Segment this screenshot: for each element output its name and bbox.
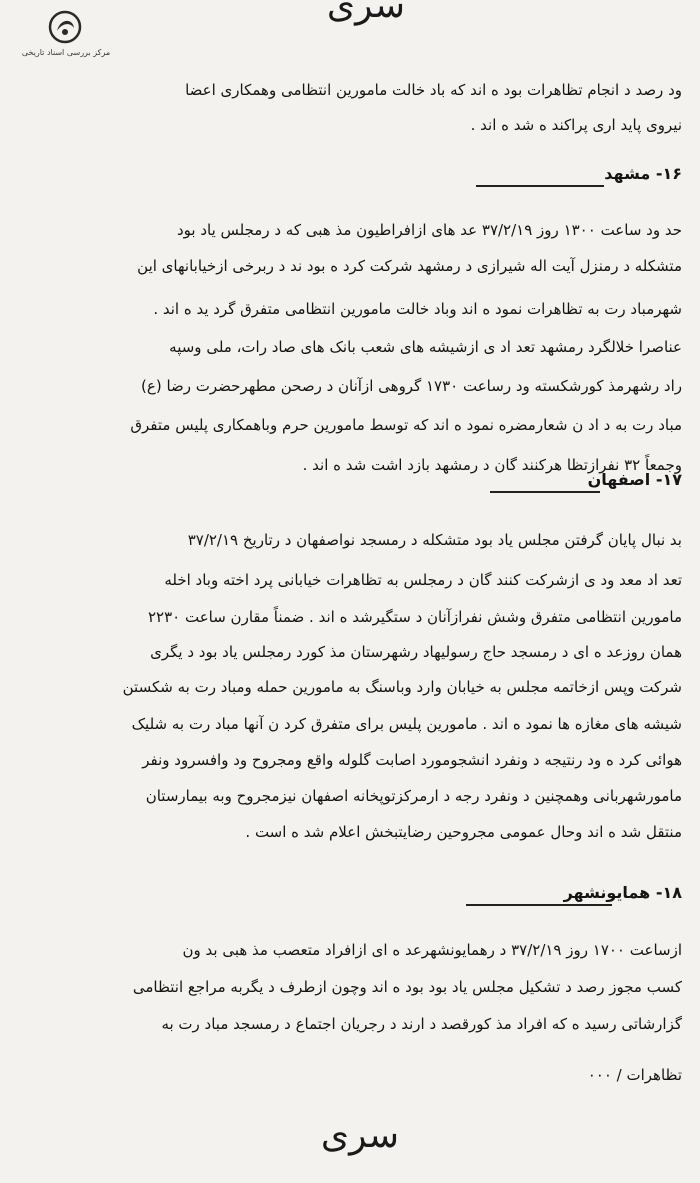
classification-stamp-bottom: سری [320, 1115, 400, 1156]
paragraph-line: ازساعت ۱۷۰۰ روز ۳۷/۲/۱۹ د رهمایونشهرعد ه ای ازافراد متعصب مذ هبی بد ون [182, 941, 682, 959]
paragraph-line: راد رشهرمذ کورشکسته ود رساعت ۱۷۳۰ گروهی ازآنان د رصحن مطهرحضرت رضا (ع) [141, 377, 682, 395]
paragraph-line: نیروی پاید اری پراکند ه شد ه اند . [470, 116, 682, 134]
paragraph-line: مامورشهربانی وهمچنین د ونفرد رجه د ارمرکزتوپخانه اصفهان نیزمجروح وبه بیمارستان [145, 787, 682, 805]
classification-stamp-top: سری [326, 0, 406, 26]
paragraph-line: مامورین انتظامی متفرق وشش نفرازآنان د ستگیرشد ه اند . ضمناً مقارن ساعت ۲۲۳۰ [147, 608, 682, 626]
paragraph-line: عناصرا خلالگرد رمشهد تعد اد ی ازشیشه های شعب بانک های صاد رات، ملی وسپه [169, 338, 682, 356]
paragraph-line: مباد رت به د اد ن شعارمضره نمود ه اند که توسط مامورین حرم وباهمکاری پلیس متفرق [130, 416, 682, 434]
section-heading-mashhad: ۱۶- مشهد [604, 164, 682, 183]
section-heading-isfahan: ۱۷- اصفهان [587, 470, 682, 489]
paragraph-line: حد ود ساعت ۱۳۰۰ روز ۳۷/۲/۱۹ عد های ازافراطیون مذ هبی که د رمجلس یاد بود [176, 221, 682, 239]
archive-logo-text: مرکز بررسی اسناد تاریخی [21, 48, 111, 57]
paragraph-line: گزارشاتی رسید ه که افراد مذ کورقصد د ارند د رجریان اجتماع د رمسجد مباد رت به [161, 1015, 682, 1033]
archive-logo [16, 10, 116, 68]
paragraph-line: بد نبال پایان گرفتن مجلس یاد بود متشکله د رمسجد نواصفهان د رتاریخ ۳۷/۲/۱۹ [187, 531, 682, 549]
paragraph-line: وجمعاً ۳۲ نفرازتظا هرکنند گان د رمشهد بازد اشت شد ه اند . [302, 456, 682, 474]
paragraph-line: شیشه های مغازه ها نمود ه اند . مامورین پلیس برای متفرق کرد ن آنها مباد رت به شلیک [131, 715, 682, 733]
paragraph-line: همان روزعد ه ای د رمسجد حاج رسولیهاد رشهرستان مذ کورد رمجلس یاد بود د یگری [150, 643, 682, 661]
catchword-line: تظاهرات / ۰۰۰ [587, 1066, 682, 1084]
paragraph-line: ود رصد د انجام تظاهرات بود ه اند که باد خالت مامورین انتظامی وهمکاری اعضا [185, 81, 682, 99]
paragraph-line: منتقل شد ه اند وحال عمومی مجروحین رضایتبخش اعلام شد ه است . [245, 823, 682, 841]
heading-underline [466, 904, 612, 906]
paragraph-line: کسب مجوز رصد د تشکیل مجلس یاد بود بود ه اند وچون ازطرف د یگربه مراجع انتظامی [132, 978, 682, 996]
paragraph-line: متشکله د رمنزل آیت اله شیرازی د رمشهد شرکت کرد ه بود ند د ربرخی ازخیابانهای این [137, 257, 682, 275]
paragraph-line: شهرمباد رت به تظاهرات نمود ه اند وباد خالت مامورین انتظامی متفرق گرد ید ه اند . [153, 300, 682, 318]
archive-emblem-icon [48, 10, 82, 44]
heading-underline [490, 491, 600, 493]
paragraph-line: شرکت وپس ازخاتمه مجلس به خیابان وارد وباسنگ به مامورین حمله ومباد رت به شکستن [122, 678, 682, 696]
heading-underline [476, 185, 604, 187]
paragraph-line: تعد اد معد ود ی ازشرکت کنند گان د رمجلس به تظاهرات خیابانی پرد اخته وباد اخله [164, 571, 682, 589]
paragraph-line: هوائی کرد ه ود رنتیجه د ونفرد انشجومورد اصابت گلوله واقع ومجروح ود وافسرود ونفر [142, 751, 682, 769]
section-heading-homayounshahr: ۱۸- همایونشهر [563, 883, 682, 902]
